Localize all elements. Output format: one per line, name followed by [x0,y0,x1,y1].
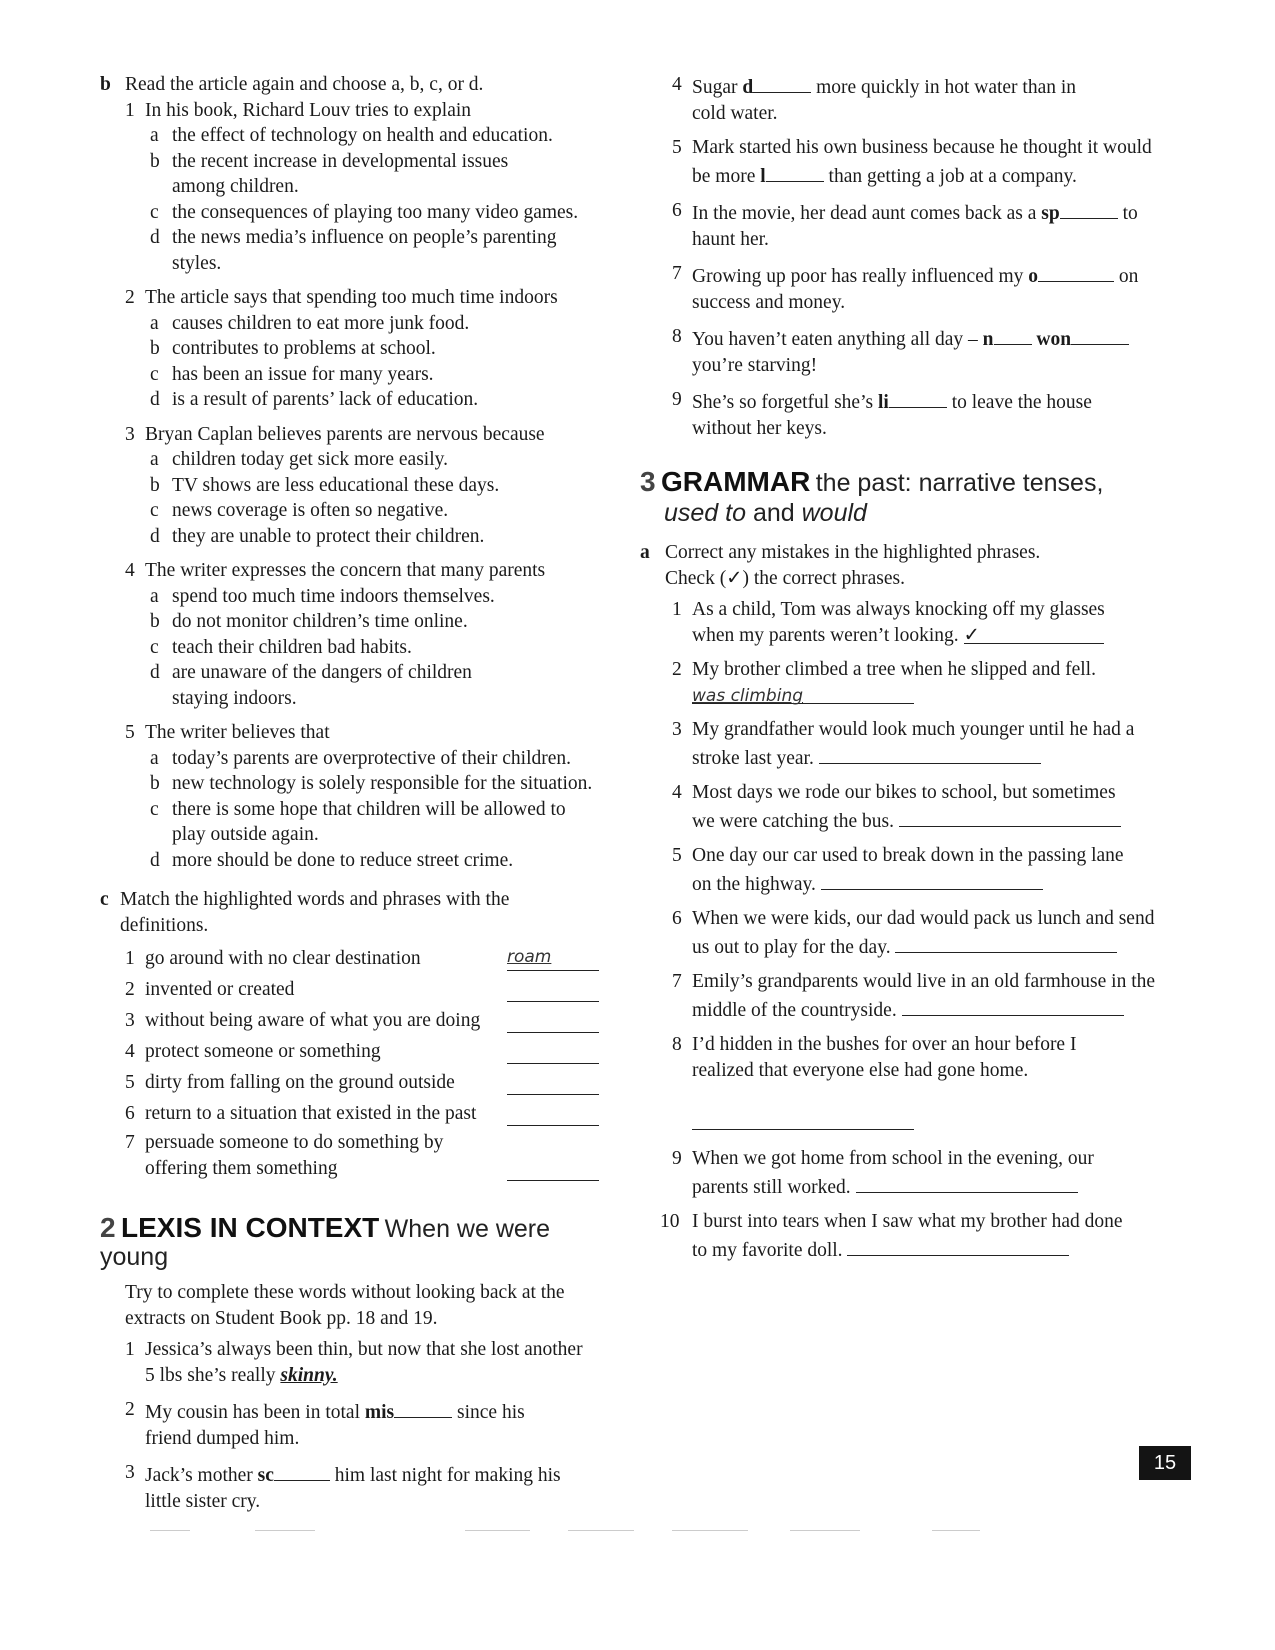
grammar-item [672,597,1202,648]
item-number: 1 [672,599,682,620]
question-stem: The writer believes that [145,722,330,743]
option-text: new technology is solely responsible for the situation. [172,773,593,794]
match-list [100,944,625,1181]
item-number: 7 [125,1132,135,1153]
section-subtitle: When we were young [100,1215,551,1271]
option-letter: a [150,585,159,607]
match-item [125,1130,625,1181]
question-text: In the movie, her dead aunt comes back as a [692,203,1042,224]
word-start: won [1036,329,1072,350]
section-subtitle: the past: narrative tenses, [815,469,1104,497]
question [125,558,625,711]
question [125,1337,625,1388]
section-2-instruction: Try to complete these words without looking back at the extracts on Student Book pp. 18 and 19. [125,1282,565,1329]
exercise-instruction: Match the highlighted words and phrases with the definitions. [120,889,510,936]
item-text: I’d hidden in the bushes for over an hour before I realized that everyone else had gone home. [692,1034,1077,1081]
item-number: 4 [125,1040,135,1062]
item-number: 9 [672,1148,682,1169]
item-number: 6 [672,908,682,929]
question-text: on success and money. [692,266,1139,313]
exercise-instruction: Correct any mistakes in the highlighted phrases. Check (✓) the correct phrases. [665,542,1041,589]
exercise-label: c [100,889,109,910]
question-number: 8 [672,326,682,347]
answer-field[interactable] [847,1235,1069,1256]
section-number: 3 [640,466,656,497]
footer-rule [790,1530,860,1531]
item-text: Most days we rode our bikes to school, but sometimes we were catching the bus. [692,782,1116,832]
question-text: She’s so forgetful she’s [692,392,878,413]
question-text: you’re starving! [692,354,818,376]
option-text: TV shows are less educational these days. [172,474,500,496]
answer-field[interactable] [899,806,1121,827]
item-text: When we were kids, our dad would pack us lunch and send us out to play for the day. [692,908,1155,958]
option-letter: c [150,500,159,521]
answer-text: was climbing [692,685,804,706]
grammar-item [672,969,1202,1023]
match-item [125,1006,625,1033]
question-number: 2 [125,1399,135,1420]
section-title: GRAMMAR [661,466,811,497]
exercise-instruction: Read the article again and choose a, b, c, or d. [125,74,484,95]
question [672,135,1202,189]
question-text: Sugar [692,77,743,98]
answer-blank[interactable] [766,161,824,182]
answer-blank[interactable] [994,324,1032,345]
item-number: 1 [125,947,135,969]
item-number: 10 [660,1211,680,1232]
option-text: the consequences of playing too many video games. [172,201,579,223]
footer-rule [672,1530,748,1531]
page-number: 15 [1139,1446,1191,1480]
answer-blank[interactable] [889,387,947,408]
question-text: Growing up poor has really influenced my [692,266,1029,287]
option-text: the news media’s influence on people’s parenting styles. [172,227,557,274]
option-text: do not monitor children’s time online. [172,611,468,632]
option-letter: b [150,773,160,794]
question-text: him last night for making his little sister cry. [145,1465,561,1512]
definition: invented or created [145,978,295,1000]
option-letter: b [150,611,160,632]
definition: protect someone or something [145,1040,381,1062]
answer-blank[interactable] [1060,198,1118,219]
word-start: o [1028,266,1039,287]
match-item [125,975,625,1002]
question-number: 1 [125,1339,135,1360]
exercise-label: a [640,542,650,563]
question-number: 9 [672,389,682,410]
item-number: 2 [672,659,682,680]
option-letter: a [150,125,159,146]
option-text: they are unable to protect their children. [172,525,485,547]
question-text: more quickly in hot water than in cold water. [692,77,1077,124]
question-stem: The article says that spending too much time indoors [145,287,558,308]
option-letter: c [150,201,159,223]
word-start: mis [364,1402,395,1423]
section-3-heading [640,466,1202,528]
section-2-heading [100,1212,625,1272]
item-number: 2 [125,978,135,1000]
question-stem: Bryan Caplan believes parents are nervous because [145,423,545,445]
grammar-item [672,843,1202,897]
option-letter: d [150,525,160,547]
word-start: n [982,329,994,350]
item-number: 7 [672,971,682,992]
question [672,324,1202,378]
answer-blank[interactable] [1071,324,1129,345]
question [672,198,1202,252]
question-number: 3 [125,1462,135,1483]
word-start: li [877,392,889,413]
question-text: to haunt her. [692,203,1138,250]
item-number: 6 [125,1102,135,1124]
exercise-label: b [100,74,111,95]
question [125,98,625,277]
item-text: One day our car used to break down in the passing lane on the highway. [692,845,1124,895]
footer-rule [932,1530,980,1531]
question-number: 4 [125,560,135,581]
question-stem: In his book, Richard Louv tries to explain [145,99,472,121]
answer-field[interactable] [507,1099,599,1126]
option-text: children today get sick more easily. [172,449,448,470]
option-letter: c [150,798,159,820]
grammar-items [660,597,1202,1263]
item-text: Emily’s grandparents would live in an old farmhouse in the middle of the countryside. [692,971,1156,1021]
question-text: to leave the house without her keys. [692,392,1092,439]
footer-rule [255,1530,315,1531]
question-number: 5 [672,137,682,158]
section-subtitle: and [746,498,802,527]
question-number: 2 [125,287,135,308]
answer-blank[interactable] [1038,261,1114,282]
definition: persuade someone to do something by offering them something [145,1132,444,1179]
question-text: You haven’t eaten anything all day – [692,329,983,350]
question [125,720,625,873]
answer-field[interactable] [964,623,1104,644]
word-start: d [742,77,754,98]
answer-field[interactable] [507,1068,599,1095]
question-number: 7 [672,263,682,284]
answer-field[interactable] [507,975,599,1002]
match-item [125,1037,625,1064]
question-number: 6 [672,200,682,221]
answer-field[interactable] [819,743,1041,764]
section-subtitle: would [801,498,867,527]
grammar-item [672,1032,1202,1137]
option-letter: d [150,662,160,683]
grammar-item [672,1146,1202,1200]
section-subtitle: used to [664,498,747,527]
section-2-questions [100,1337,625,1514]
grammar-item [672,780,1202,834]
option-letter: c [150,636,159,658]
footer-rule [150,1530,190,1531]
question-number: 3 [125,423,135,445]
option-letter: b [150,150,160,172]
definition: dirty from falling on the ground outside [145,1071,455,1093]
answer-blank[interactable] [753,72,811,93]
question-number: 4 [672,74,682,95]
answer-field[interactable] [856,1172,1078,1193]
option-text: contributes to problems at school. [172,338,436,359]
answer-field[interactable] [507,1154,599,1181]
word-start: sp [1041,203,1060,224]
option-text: spend too much time indoors themselves. [172,585,495,607]
question-number: 1 [125,99,135,121]
item-text: When we got home from school in the evening, our parents still worked. [692,1148,1094,1198]
item-number: 8 [672,1034,682,1055]
option-letter: a [150,312,159,334]
option-letter: d [150,227,160,248]
option-letter: c [150,363,159,385]
grammar-item [672,717,1202,771]
answer-field[interactable] [692,1109,914,1130]
question-stem: The writer expresses the concern that many parents [145,560,546,581]
item-text: As a child, Tom was always knocking off my glasses when my parents weren’t looking. [692,599,1105,646]
question [125,285,625,413]
answer-field[interactable] [821,869,1043,890]
match-item [125,1068,625,1095]
answer-field[interactable] [507,1037,599,1064]
option-text: today’s parents are overprotective of their children. [172,747,572,769]
option-letter: b [150,474,160,496]
option-text: the effect of technology on health and education. [172,125,553,146]
question-text: My cousin has been in total [145,1402,365,1423]
option-text: more should be done to reduce street crime. [172,849,514,871]
answer-field[interactable] [895,932,1117,953]
exercise-c-header [100,887,625,938]
option-text: causes children to eat more junk food. [172,312,470,334]
answer-field[interactable] [507,944,599,971]
definition: go around with no clear destination [145,947,421,969]
answer-field[interactable] [692,683,914,704]
grammar-item [672,906,1202,960]
exercise-a-header [640,540,1202,591]
question [125,1460,625,1514]
question-text: Mark started his own business because he thought it would be more [692,137,1152,187]
answer-word: skinny. [280,1364,338,1386]
question [672,261,1202,315]
grammar-item [672,657,1202,708]
option-letter: a [150,449,159,470]
option-text: news coverage is often so negative. [172,500,449,521]
match-item [125,1099,625,1126]
option-text: the recent increase in developmental issues among children. [172,150,509,197]
footer-rule [568,1530,634,1531]
grammar-item [660,1209,1202,1263]
question [125,1397,625,1451]
item-number: 4 [672,782,682,803]
item-number: 3 [672,719,682,740]
question-text: Jessica’s always been thin, but now that she lost another 5 lbs she’s really [145,1339,583,1386]
answer-field[interactable] [902,995,1124,1016]
option-text: there is some hope that children will be allowed to play outside again. [172,798,566,845]
answer-blank[interactable] [394,1397,452,1418]
option-text: is a result of parents’ lack of education. [172,389,479,410]
item-text: My brother climbed a tree when he slipped and fell. [692,659,1096,680]
word-start: sc [257,1465,274,1486]
question-number: 5 [125,722,135,743]
definition: return to a situation that existed in the past [145,1102,477,1124]
answer-blank[interactable] [274,1460,330,1481]
right-column [640,72,1202,1263]
answer-field[interactable] [507,1006,599,1033]
definition: without being aware of what you are doing [145,1009,481,1031]
match-item [125,944,625,971]
footer-rule [465,1530,530,1531]
question-text: since his friend dumped him. [145,1402,525,1449]
section-number: 2 [100,1212,116,1243]
exercise-b-questions [100,98,625,874]
question-text: Jack’s mother [145,1465,258,1486]
question-text: than getting a job at a company. [823,165,1077,187]
left-column [100,72,625,1514]
option-letter: b [150,338,160,359]
question [672,387,1202,441]
exercise-b-header [100,72,625,98]
item-number: 5 [125,1071,135,1093]
item-number: 5 [672,845,682,866]
answer-text: roam [507,947,552,967]
option-text: has been an issue for many years. [172,363,434,385]
section-title: LEXIS IN CONTEXT [121,1212,380,1243]
item-number: 3 [125,1009,135,1031]
option-letter: d [150,389,160,410]
item-text: My grandfather would look much younger until he had a stroke last year. [692,719,1135,769]
option-text: are unaware of the dangers of children staying indoors. [172,662,472,709]
item-text: I burst into tears when I saw what my brother had done to my favorite doll. [692,1211,1123,1261]
answer-text: ✓ [963,624,980,646]
option-letter: a [150,747,159,769]
option-letter: d [150,849,160,871]
question [125,422,625,550]
question [672,72,1202,126]
option-text: teach their children bad habits. [172,636,412,658]
word-start: l [760,165,766,187]
